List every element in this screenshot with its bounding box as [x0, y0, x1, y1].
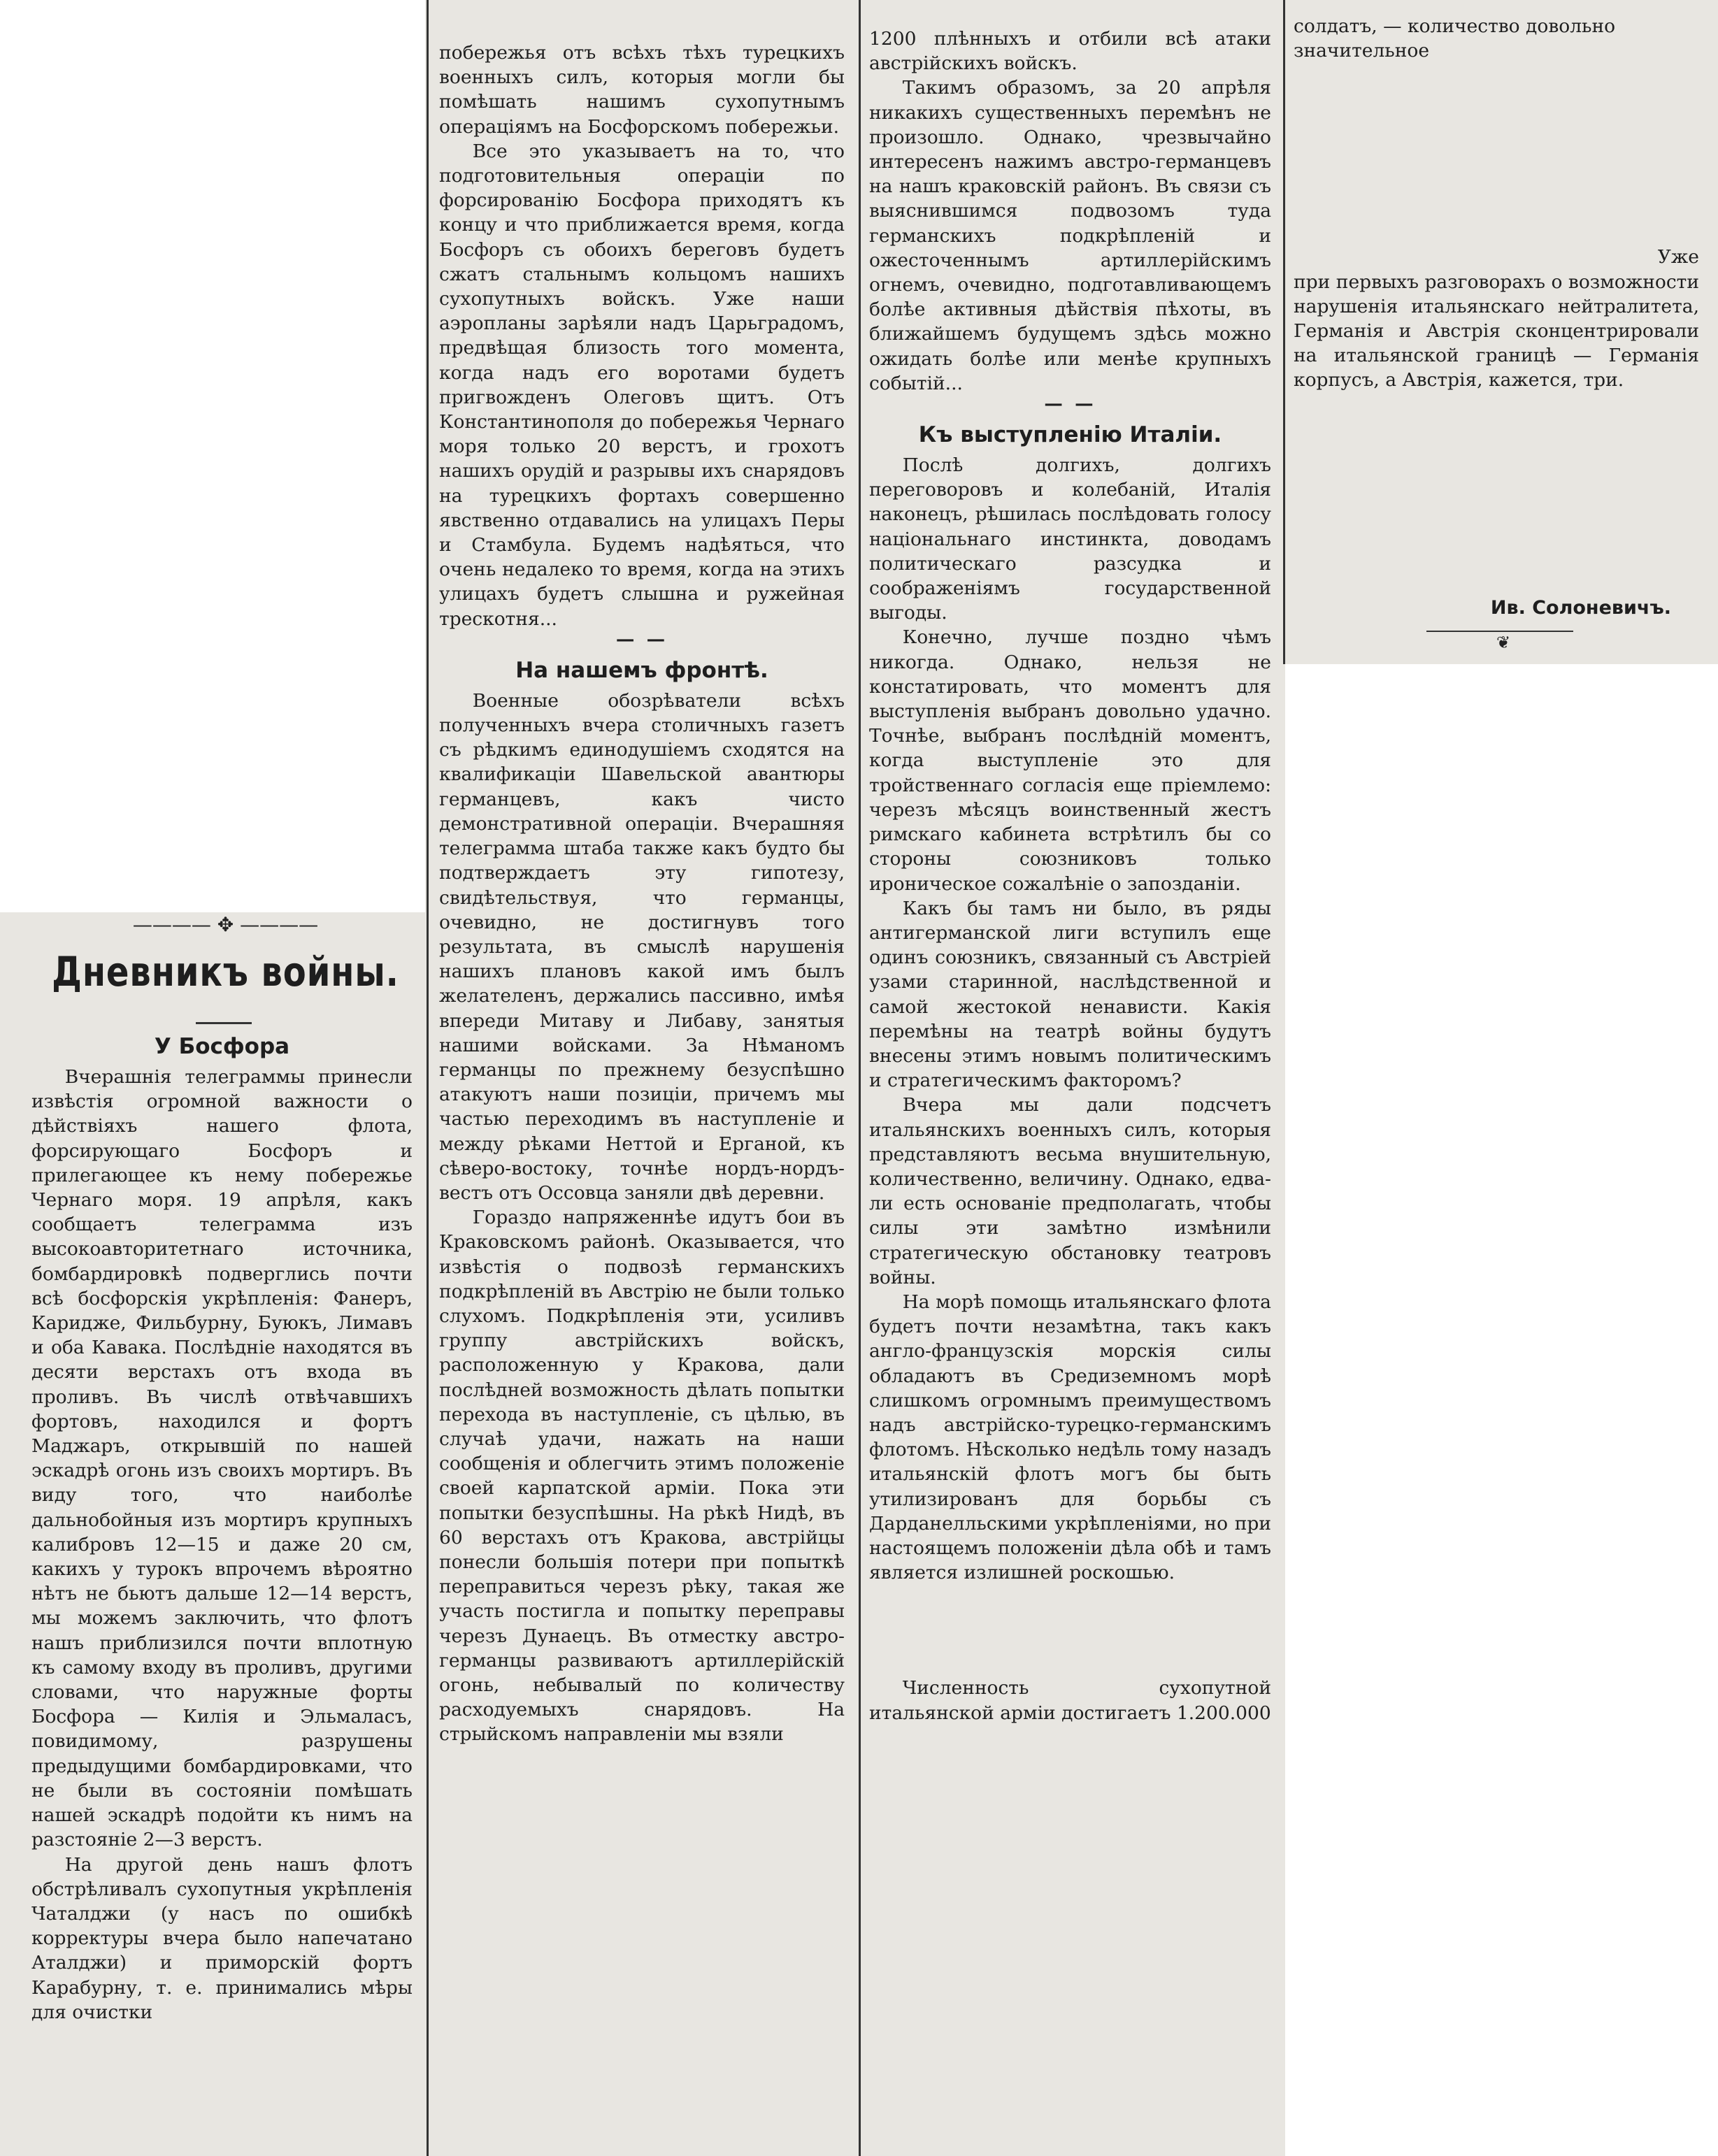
column-1	[31, 1024, 413, 2025]
column-4	[1294, 14, 1699, 393]
separator: — —	[1044, 393, 1096, 415]
paragraph: Конечно, лучше поздно чѣмъ никогда. Однако, нельзя не констатировать, что моментъ для выступленія выбранъ довольно удачно. Точнѣе, выбранъ послѣдній моментъ, когда выступленіе это для тройственнаго согласія еще пріемлемо: черезъ мѣсяцъ воинственный жестъ римскаго кабинета встрѣтилъ бы со стороны союзниковъ только ироническое сожалѣніе о запозданіи.	[869, 626, 1271, 895]
ornament: ———— ✥ ————	[132, 913, 319, 936]
lead-word: Уже	[1657, 246, 1699, 268]
column-2	[439, 41, 845, 1747]
paragraph: Вчерашнія телеграммы принесли извѣстія огромной важности о дѣйствіяхъ нашего флота, форсирующаго Босфоръ и прилегающее къ нему побережье Чернаго моря. 19 апрѣля, какъ сообщаетъ телеграмма изъ высокоавторитетнаго источника, бомбардировкѣ подверглись почти всѣ босфорскія укрѣпленія: Фанеръ, Каридже, Фильбурну, Буюкъ, Лимавъ и оба Кавака. Послѣдніе находятся въ десяти верстахъ отъ входа въ проливъ. Въ числѣ отвѣчавшихъ фортовъ, находился и фортъ Маджаръ, открывшій по нашей эскадрѣ огонь изъ своихъ мортиръ. Въ виду того, что наиболѣе дальнобойныя изъ мортиръ крупныхъ калибровъ 12—15 и даже 20 см, какихъ у турокъ впрочемъ вѣроятно нѣтъ не бьютъ дальше 12—14 верстъ, мы можемъ заключить, что флотъ нашъ приблизился почти вплотную къ самому входу въ проливъ, другими словами, что наружные форты Босфора — Килія и Эльмаласъ, повидимому, разрушены предыдущими бомбардировками, что не были въ состояніи помѣшать нашей эскадрѣ подойти къ нимъ на разстояніе 2—3 верстъ.	[31, 1066, 413, 1851]
masthead-title: Дневникъ войны.	[52, 948, 399, 996]
column-3	[869, 27, 1271, 1725]
paragraph: На морѣ помощь итальянскаго флота будетъ почти незамѣтна, такъ какъ англо-французскія морскія силы обладаютъ въ Средиземномъ морѣ слишкомъ огромнымъ преимуществомъ надъ австрійско-турецко-германскимъ флотомъ. Нѣсколько недѣль тому назадъ итальянскій флотъ могъ бы быть утилизированъ для борьбы съ Дарданелльскими укрѣпленіями, но при настоящемъ положеніи дѣла обѣ и тамъ является излишней роскошью.	[869, 1291, 1271, 1584]
paragraph: побережья отъ всѣхъ тѣхъ турецкихъ военныхъ силъ, которыя могли бы помѣшать нашимъ сухопутнымъ операціямъ на Босфорскомъ побережьи.	[439, 42, 845, 138]
section-heading: Къ выступленію Италіи.	[918, 422, 1222, 448]
ornament: ❦	[1496, 633, 1511, 652]
author-signature: Ив. Солоневичъ.	[1490, 597, 1671, 619]
paragraph: Какъ бы тамъ ни было, въ ряды антигерманской лиги вступилъ еще одинъ союзникъ, связанный съ Австріей узами старинной, наслѣдственной и самой жестокой ненависти. Какія перемѣны на театрѣ войны будутъ внесены этимъ новымъ политическимъ и стратегическимъ факторомъ?	[869, 897, 1271, 1092]
column-rule	[427, 0, 429, 2156]
paragraph: На другой день нашъ флотъ обстрѣливалъ сухопутныя укрѣпленія Чаталджи (у насъ по ошибкѣ корректуры вчера было напечатано Аталджи) и приморскій фортъ Карабурну, т. е. принимались мѣры для очистки	[31, 1853, 413, 2023]
paragraph: 1200 плѣнныхъ и отбили всѣ атаки австрійскихъ войскъ.	[869, 28, 1271, 75]
paragraph: Послѣ долгихъ, долгихъ переговоровъ и колебаній, Италія наконецъ, рѣшилась послѣдовать голосу національнаго инстинкта, доводамъ политическаго разсудка и соображеніямъ государственной выгоды.	[869, 454, 1271, 624]
column-rule	[1283, 0, 1285, 664]
paragraph: при первыхъ разговорахъ о возможности нарушенія итальянскаго нейтралитета, Германія и Австрія сконцентрировали на итальянской границѣ — Германія корпусъ, а Австрія, кажется, три.	[1294, 271, 1699, 391]
paragraph: Такимъ образомъ, за 20 апрѣля никакихъ существенныхъ перемѣнъ не произошло. Однако, чрезвычайно интересенъ нажимъ австро-германцевъ на нашъ краковскій районъ. Въ связи съ выяснившимся подвозомъ туда германскихъ подкрѣпленій и ожесточеннымъ артиллерійскимъ огнемъ, очевидно, подготавливающемъ болѣе активныя дѣйствія пѣхоты, въ ближайшемъ будущемъ здѣсь можно ожидать болѣе или менѣе крупныхъ событій...	[869, 77, 1271, 394]
paragraph: Вчера мы дали подсчетъ итальянскихъ военныхъ силъ, которыя представляютъ весьма внушительную, количественно, величину. Однако, едва-ли есть основаніе предполагать, чтобы силы эти замѣтно измѣнили стратегическую обстановку театровъ войны.	[869, 1094, 1271, 1288]
paragraph: Численность сухопутной итальянской арміи достигаетъ 1.200.000	[869, 1677, 1271, 1724]
paragraph: Все это указываетъ на то, что подготовительныя операціи по форсированію Босфора приходятъ къ концу и что приближается время, когда Босфоръ съ обоихъ береговъ будетъ сжатъ стальнымъ кольцомъ нашихъ сухопутныхъ войскъ. Уже наши аэропланы зарѣяли надъ Царьградомъ, предвѣщая близость того момента, когда надъ его воротами будетъ пригвожденъ Олеговъ щитъ. Отъ Константинополя до побережья Чернаго моря только 20 верстъ, и грохотъ нашихъ орудій и разрывы ихъ снарядовъ на турецкихъ фортахъ совершенно явственно отдавались на улицахъ Перы и Стамбула. Будемъ надѣяться, что очень недалеко то время, когда на этихъ улицахъ будетъ слышна и ружейная трескотня...	[439, 140, 845, 630]
paragraph: Гораздо напряженнѣе идутъ бои въ Краковскомъ районѣ. Оказывается, что извѣстія о подвозѣ германскихъ подкрѣпленій въ Австрію не были только слухомъ. Подкрѣпленія эти, усиливъ группу австрійскихъ войскъ, расположенную у Кракова, дали послѣдней возможность дѣлать попытки перехода въ наступленіе, съ цѣлью, въ случаѣ удачи, нажать на наши сообщенія и облегчить этимъ положеніе своей карпатской арміи. Пока эти попытки безуспѣшны. На рѣкѣ Нидѣ, въ 60 верстахъ отъ Кракова, австрійцы понесли большія потери при попыткѣ переправиться черезъ рѣку, такая же участь постигла и попытку переправы черезъ Дунаецъ. Въ отместку австро-германцы развиваютъ артиллерійскій огонь, небывалый по количеству расходуемыхъ снарядовъ. На стрыйскомъ направленіи мы взяли	[439, 1207, 845, 1746]
paragraph: солдатъ, — количество довольно значительное	[1294, 15, 1616, 62]
column-rule	[859, 0, 861, 2156]
separator: — —	[615, 628, 668, 650]
paragraph: Военные обозрѣватели всѣхъ полученныхъ вчера столичныхъ газетъ съ рѣдкимъ единодушіемъ сходятся на квалификаціи Шавельской авантюры германцевъ, какъ чисто демонстративной операціи. Вчерашняя телеграмма штаба также какъ будто бы подтверждаетъ эту гипотезу, свидѣтельствуя, что германцы, очевидно, не достигнувъ того результата, въ смыслѣ нарушенія нашихъ плановъ какой имъ былъ желателенъ, держались пассивно, имѣя впереди Митаву и Либаву, занятыя нашими войсками. За Нѣманомъ германцы по прежнему безуспѣшно атакуютъ наши позиціи, причемъ мы частью переходимъ въ наступленіе и между рѣками Неттой и Ерганой, къ сѣверо-востоку, точнѣе нордъ-нордъ-вестъ отъ Оссовца заняли двѣ деревни.	[439, 689, 845, 1204]
section-heading: У Босфора	[154, 1034, 290, 1059]
section-heading: На нашемъ фронтѣ.	[515, 657, 768, 683]
